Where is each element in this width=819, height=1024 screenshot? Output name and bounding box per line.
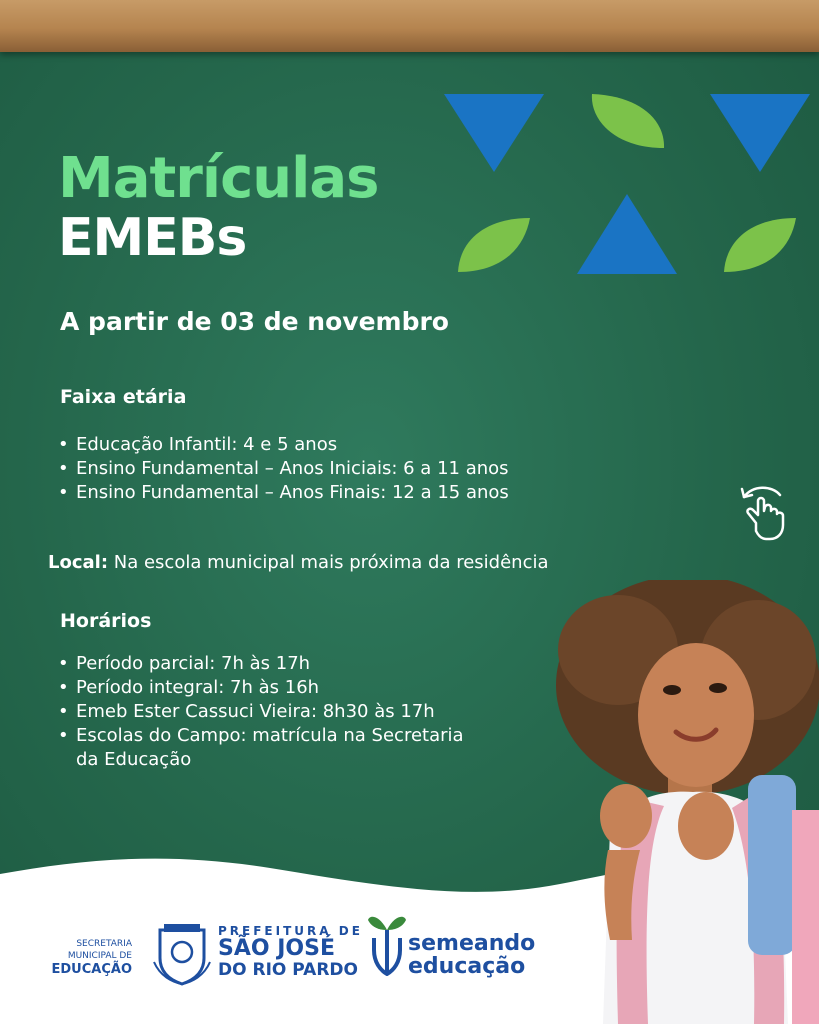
green-leaf-1 <box>592 94 664 148</box>
faixa-heading: Faixa etária <box>60 386 187 408</box>
horarios-list <box>58 652 464 772</box>
decorative-shapes <box>440 90 819 280</box>
city-crest-icon <box>152 922 212 986</box>
list-item: • Ensino Fundamental – Anos Iniciais: 6 a 11 anos <box>58 457 509 481</box>
blue-triangle-down-2 <box>710 94 810 172</box>
blue-triangle-down-1 <box>444 94 544 172</box>
wooden-frame <box>0 0 819 52</box>
title-line-1: Matrículas <box>58 146 379 211</box>
list-item-continuation: da Educação <box>76 749 192 770</box>
prefeitura-line-1: PREFEITURA DE <box>218 924 363 938</box>
prefeitura-line-3: DO RIO PARDO <box>218 960 358 980</box>
title-line-2: EMEBs <box>58 208 247 268</box>
list-item: • Ensino Fundamental – Anos Finais: 12 a 15 anos <box>58 481 509 505</box>
list-item: • Período parcial: 7h às 17h <box>58 652 464 676</box>
list-item: • Emeb Ester Cassuci Vieira: 8h30 às 17h <box>58 700 464 724</box>
child-photo <box>548 580 819 1024</box>
local-line <box>48 552 549 573</box>
sprout-icon <box>366 910 408 976</box>
list-item: • Escolas do Campo: matrícula na Secretaria <box>58 724 464 748</box>
blue-triangle-up <box>577 194 677 274</box>
green-leaf-3 <box>724 218 796 272</box>
local-text: Na escola municipal mais próxima da residência <box>113 552 549 573</box>
secretaria-line-1: SECRETARIA <box>76 939 132 949</box>
secretaria-line-2: MUNICIPAL DE <box>67 951 132 961</box>
face <box>638 643 754 787</box>
local-label: Local: <box>48 552 109 573</box>
semeando-logo <box>408 932 535 978</box>
list-item: • Educação Infantil: 4 e 5 anos <box>58 433 509 457</box>
secretaria-logo <box>48 938 132 978</box>
prefeitura-line-2: SÃO JOSÉ <box>218 936 335 961</box>
list-item: • Período integral: 7h às 16h <box>58 676 464 700</box>
faixa-list <box>58 433 509 505</box>
semeando-line-1: semeando <box>408 931 536 956</box>
horarios-heading: Horários <box>60 610 152 632</box>
secretaria-line-3: EDUCAÇÃO <box>51 962 132 977</box>
green-leaf-2 <box>458 218 530 272</box>
semeando-line-2: educação <box>408 954 526 979</box>
swipe-hand-icon <box>738 483 792 543</box>
date-subtitle: A partir de 03 de novembro <box>60 307 449 336</box>
prefeitura-logo <box>218 924 363 980</box>
